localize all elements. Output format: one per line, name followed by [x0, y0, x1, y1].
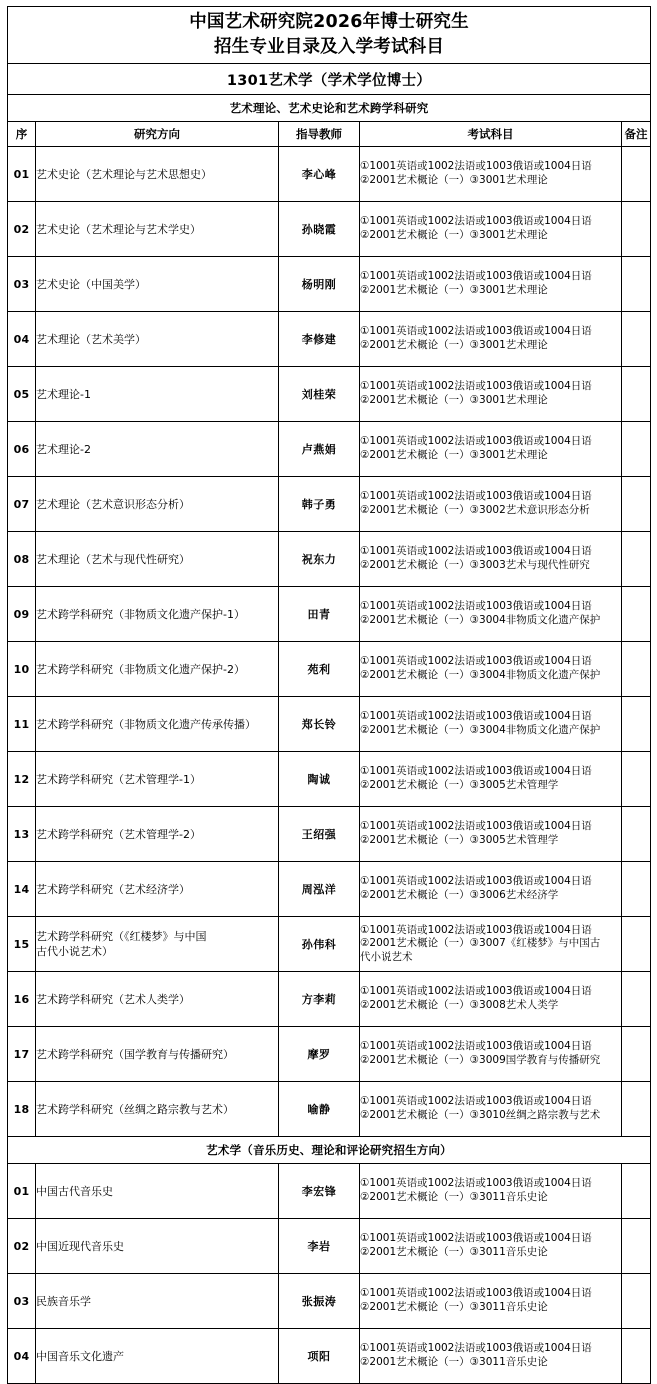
research-direction-line: 艺术史论（中国美学） [36, 277, 146, 291]
research-direction-line: 中国古代音乐史 [36, 1184, 113, 1198]
research-direction-line: 艺术史论（艺术理论与艺术思想史） [36, 167, 212, 181]
remarks-cell [622, 422, 651, 477]
research-direction-cell [36, 972, 279, 1027]
exam-subjects-cell [360, 1027, 622, 1082]
exam-subjects-line: ②2001艺术概论（一）③3005艺术管理学 [360, 834, 559, 846]
supervisor-name: 张振涛 [279, 1274, 360, 1329]
supervisor-name: 李岩 [279, 1219, 360, 1274]
exam-subjects-line: ①1001英语或1002法语或1003俄语或1004日语 [360, 1177, 592, 1190]
remarks-cell [622, 1027, 651, 1082]
row-sequence-number: 03 [8, 1274, 36, 1329]
exam-subjects-line: ①1001英语或1002法语或1003俄语或1004日语 [360, 1342, 592, 1355]
table-row [8, 1164, 651, 1219]
research-direction-line: 民族音乐学 [36, 1294, 91, 1308]
research-direction-line: 古代小说艺术） [36, 945, 113, 958]
exam-subjects-line: ②2001艺术概论（一）③3003艺术与现代性研究 [360, 559, 590, 571]
document-title-line-1: 中国艺术研究院2026年博士研究生 [189, 12, 469, 32]
exam-subjects-cell [360, 972, 622, 1027]
supervisor-name: 方李莉 [279, 972, 360, 1027]
supervisor-name: 项阳 [279, 1329, 360, 1384]
supervisor-name: 杨明刚 [279, 257, 360, 312]
exam-subjects-cell [360, 862, 622, 917]
exam-subjects-line: ②2001艺术概论（一）③3010丝绸之路宗教与艺术 [360, 1109, 601, 1121]
row-sequence-number: 02 [8, 1219, 36, 1274]
exam-subjects-line: ②2001艺术概论（一）③3001艺术理论 [360, 339, 548, 351]
table-row [8, 367, 651, 422]
exam-subjects-line: ②2001艺术概论（一）③3004非物质文化遗产保护 [360, 724, 601, 736]
major-band-row [8, 64, 651, 95]
row-sequence-number: 01 [8, 1164, 36, 1219]
supervisor-name: 卢燕娟 [279, 422, 360, 477]
document-page [0, 6, 657, 1368]
table-row [8, 972, 651, 1027]
research-direction-line: 艺术跨学科研究（艺术管理学-2） [36, 827, 201, 841]
title-row [8, 7, 651, 64]
exam-subjects-line: ②2001艺术概论（一）③3007《红楼梦》与中国古 [360, 937, 601, 950]
exam-subjects-cell [360, 1219, 622, 1274]
remarks-cell [622, 257, 651, 312]
table-row [8, 642, 651, 697]
exam-subjects-line: ②2001艺术概论（一）③3011音乐史论 [360, 1356, 548, 1368]
exam-subjects-line: ①1001英语或1002法语或1003俄语或1004日语 [360, 1040, 592, 1053]
remarks-cell [622, 642, 651, 697]
table-body [8, 7, 651, 95]
sections-host [8, 95, 651, 1384]
research-direction-cell [36, 1329, 279, 1384]
exam-subjects-line: ②2001艺术概论（一）③3011音乐史论 [360, 1191, 548, 1203]
row-sequence-number: 10 [8, 642, 36, 697]
research-direction-cell [36, 1082, 279, 1137]
exam-subjects-cell [360, 1274, 622, 1329]
document-title-line-2: 招生专业目录及入学考试科目 [213, 37, 445, 57]
exam-subjects-line: ①1001英语或1002法语或1003俄语或1004日语 [360, 490, 592, 503]
exam-subjects-line: ①1001英语或1002法语或1003俄语或1004日语 [360, 710, 592, 723]
research-direction-cell [36, 697, 279, 752]
exam-subjects-line: ②2001艺术概论（一）③3001艺术理论 [360, 284, 548, 296]
exam-subjects-cell [360, 532, 622, 587]
remarks-cell [622, 1082, 651, 1137]
row-sequence-number: 14 [8, 862, 36, 917]
exam-subjects-line: ②2001艺术概论（一）③3011音乐史论 [360, 1246, 548, 1258]
table-row [8, 752, 651, 807]
research-direction-line: 艺术跨学科研究（非物质文化遗产传承传播） [36, 717, 256, 731]
exam-subjects-line: ①1001英语或1002法语或1003俄语或1004日语 [360, 1232, 592, 1245]
column-header-teacher: 指导教师 [279, 122, 360, 147]
research-direction-line: 艺术理论（艺术意识形态分析） [36, 497, 190, 511]
remarks-cell [622, 532, 651, 587]
row-sequence-number: 11 [8, 697, 36, 752]
exam-subjects-line: ②2001艺术概论（一）③3005艺术管理学 [360, 779, 559, 791]
exam-subjects-line: ①1001英语或1002法语或1003俄语或1004日语 [360, 160, 592, 173]
research-direction-cell [36, 202, 279, 257]
exam-subjects-line: ①1001英语或1002法语或1003俄语或1004日语 [360, 380, 592, 393]
table-row [8, 587, 651, 642]
supervisor-name: 摩罗 [279, 1027, 360, 1082]
exam-subjects-line: ①1001英语或1002法语或1003俄语或1004日语 [360, 270, 592, 283]
exam-subjects-cell [360, 1082, 622, 1137]
remarks-cell [622, 1329, 651, 1384]
remarks-cell [622, 587, 651, 642]
exam-subjects-line: ①1001英语或1002法语或1003俄语或1004日语 [360, 435, 592, 448]
document-title [8, 7, 651, 64]
row-sequence-number: 15 [8, 917, 36, 972]
exam-subjects-line: ②2001艺术概论（一）③3002艺术意识形态分析 [360, 504, 590, 516]
row-sequence-number: 17 [8, 1027, 36, 1082]
exam-subjects-cell [360, 697, 622, 752]
table-row [8, 1027, 651, 1082]
remarks-cell [622, 807, 651, 862]
table-row [8, 257, 651, 312]
table-row [8, 1219, 651, 1274]
research-direction-cell [36, 312, 279, 367]
remarks-cell [622, 367, 651, 422]
research-direction-cell [36, 862, 279, 917]
row-sequence-number: 18 [8, 1082, 36, 1137]
table-row [8, 422, 651, 477]
exam-subjects-cell [360, 1164, 622, 1219]
exam-subjects-line: ①1001英语或1002法语或1003俄语或1004日语 [360, 325, 592, 338]
remarks-cell [622, 972, 651, 1027]
exam-subjects-line: ②2001艺术概论（一）③3001艺术理论 [360, 174, 548, 186]
exam-subjects-line: ①1001英语或1002法语或1003俄语或1004日语 [360, 765, 592, 778]
exam-subjects-line: ②2001艺术概论（一）③3001艺术理论 [360, 449, 548, 461]
table-row [8, 862, 651, 917]
column-header-seq: 序 [8, 122, 36, 147]
column-header-direction: 研究方向 [36, 122, 279, 147]
research-direction-line: 艺术理论（艺术美学） [36, 332, 146, 346]
research-direction-cell [36, 1164, 279, 1219]
remarks-cell [622, 312, 651, 367]
supervisor-name: 韩子勇 [279, 477, 360, 532]
exam-subjects-cell [360, 752, 622, 807]
supervisor-name: 李宏锋 [279, 1164, 360, 1219]
exam-subjects-line: 代小说艺术 [360, 950, 413, 963]
exam-subjects-cell [360, 367, 622, 422]
remarks-cell [622, 1164, 651, 1219]
supervisor-name: 田青 [279, 587, 360, 642]
exam-subjects-cell [360, 202, 622, 257]
remarks-cell [622, 752, 651, 807]
table-row [8, 807, 651, 862]
research-direction-cell [36, 257, 279, 312]
remarks-cell [622, 477, 651, 532]
column-header-subjects: 考试科目 [360, 122, 622, 147]
research-direction-cell [36, 1274, 279, 1329]
research-direction-line: 艺术理论-1 [36, 387, 91, 401]
remarks-cell [622, 202, 651, 257]
research-direction-line: 艺术跨学科研究（国学教育与传播研究） [36, 1047, 234, 1061]
exam-subjects-line: ①1001英语或1002法语或1003俄语或1004日语 [360, 545, 592, 558]
table-row [8, 147, 651, 202]
row-sequence-number: 04 [8, 1329, 36, 1384]
research-direction-cell [36, 642, 279, 697]
research-direction-cell [36, 807, 279, 862]
exam-subjects-line: ①1001英语或1002法语或1003俄语或1004日语 [360, 655, 592, 668]
exam-subjects-line: ①1001英语或1002法语或1003俄语或1004日语 [360, 875, 592, 888]
exam-subjects-line: ①1001英语或1002法语或1003俄语或1004日语 [360, 215, 592, 228]
research-direction-line: 艺术史论（艺术理论与艺术学史） [36, 222, 201, 236]
table-row [8, 202, 651, 257]
major-program-heading: 1301艺术学（学术学位博士） [8, 64, 651, 95]
exam-subjects-line: ①1001英语或1002法语或1003俄语或1004日语 [360, 985, 592, 998]
row-sequence-number: 02 [8, 202, 36, 257]
exam-subjects-cell [360, 642, 622, 697]
section-heading: 艺术学（音乐历史、理论和评论研究招生方向） [8, 1137, 651, 1164]
research-direction-line: 艺术跨学科研究（丝绸之路宗教与艺术） [36, 1102, 234, 1116]
exam-subjects-line: ①1001英语或1002法语或1003俄语或1004日语 [360, 1287, 592, 1300]
exam-subjects-line: ①1001英语或1002法语或1003俄语或1004日语 [360, 923, 592, 936]
row-sequence-number: 01 [8, 147, 36, 202]
research-direction-cell [36, 532, 279, 587]
remarks-cell [622, 917, 651, 972]
supervisor-name: 陶诚 [279, 752, 360, 807]
supervisor-name: 苑利 [279, 642, 360, 697]
row-sequence-number: 07 [8, 477, 36, 532]
research-direction-line: 中国音乐文化遗产 [36, 1349, 124, 1363]
supervisor-name: 孙伟科 [279, 917, 360, 972]
supervisor-name: 祝东力 [279, 532, 360, 587]
supervisor-name: 刘桂荣 [279, 367, 360, 422]
section-heading-row [8, 95, 651, 122]
supervisor-name: 李心峰 [279, 147, 360, 202]
exam-subjects-cell [360, 147, 622, 202]
research-direction-line: 艺术跨学科研究（《红楼梦》与中国 [36, 930, 207, 943]
exam-subjects-line: ①1001英语或1002法语或1003俄语或1004日语 [360, 820, 592, 833]
research-direction-cell [36, 917, 279, 972]
research-direction-line: 艺术理论-2 [36, 442, 91, 456]
column-header-remarks: 备注 [622, 122, 651, 147]
supervisor-name: 王绍强 [279, 807, 360, 862]
exam-subjects-line: ②2001艺术概论（一）③3009国学教育与传播研究 [360, 1054, 601, 1066]
table-row [8, 1274, 651, 1329]
remarks-cell [622, 862, 651, 917]
exam-subjects-line: ①1001英语或1002法语或1003俄语或1004日语 [360, 1095, 592, 1108]
table-row [8, 532, 651, 587]
row-sequence-number: 04 [8, 312, 36, 367]
research-direction-cell [36, 1027, 279, 1082]
exam-subjects-cell [360, 587, 622, 642]
row-sequence-number: 03 [8, 257, 36, 312]
research-direction-line: 中国近现代音乐史 [36, 1239, 124, 1253]
remarks-cell [622, 147, 651, 202]
exam-subjects-cell [360, 917, 622, 972]
section-heading: 艺术理论、艺术史论和艺术跨学科研究 [8, 95, 651, 122]
table-row [8, 477, 651, 532]
exam-subjects-line: ②2001艺术概论（一）③3004非物质文化遗产保护 [360, 614, 601, 626]
row-sequence-number: 09 [8, 587, 36, 642]
research-direction-line: 艺术跨学科研究（艺术经济学） [36, 882, 190, 896]
exam-subjects-cell [360, 312, 622, 367]
supervisor-name: 喻静 [279, 1082, 360, 1137]
exam-subjects-line: ②2001艺术概论（一）③3001艺术理论 [360, 229, 548, 241]
exam-subjects-cell [360, 257, 622, 312]
row-sequence-number: 16 [8, 972, 36, 1027]
supervisor-name: 周泓洋 [279, 862, 360, 917]
supervisor-name: 郑长铃 [279, 697, 360, 752]
remarks-cell [622, 1274, 651, 1329]
row-sequence-number: 13 [8, 807, 36, 862]
section-heading-row [8, 1137, 651, 1164]
research-direction-line: 艺术跨学科研究（非物质文化遗产保护-1） [36, 607, 245, 621]
table-row [8, 312, 651, 367]
research-direction-line: 艺术跨学科研究（艺术管理学-1） [36, 772, 201, 786]
research-direction-cell [36, 1219, 279, 1274]
exam-subjects-line: ②2001艺术概论（一）③3006艺术经济学 [360, 889, 559, 901]
research-direction-cell [36, 477, 279, 532]
research-direction-line: 艺术跨学科研究（非物质文化遗产保护-2） [36, 662, 245, 676]
remarks-cell [622, 1219, 651, 1274]
row-sequence-number: 06 [8, 422, 36, 477]
research-direction-line: 艺术跨学科研究（艺术人类学） [36, 992, 190, 1006]
exam-subjects-line: ①1001英语或1002法语或1003俄语或1004日语 [360, 600, 592, 613]
column-header-row [8, 122, 651, 147]
row-sequence-number: 12 [8, 752, 36, 807]
table-row [8, 1329, 651, 1384]
research-direction-cell [36, 422, 279, 477]
table-row [8, 697, 651, 752]
exam-subjects-line: ②2001艺术概论（一）③3001艺术理论 [360, 394, 548, 406]
table-row [8, 917, 651, 972]
supervisor-name: 李修建 [279, 312, 360, 367]
admissions-catalog-table [7, 6, 651, 1384]
research-direction-cell [36, 147, 279, 202]
research-direction-line: 艺术理论（艺术与现代性研究） [36, 552, 190, 566]
table-row [8, 1082, 651, 1137]
exam-subjects-line: ②2001艺术概论（一）③3008艺术人类学 [360, 999, 559, 1011]
exam-subjects-cell [360, 422, 622, 477]
research-direction-cell [36, 367, 279, 422]
remarks-cell [622, 697, 651, 752]
research-direction-cell [36, 587, 279, 642]
supervisor-name: 孙晓霞 [279, 202, 360, 257]
exam-subjects-line: ②2001艺术概论（一）③3004非物质文化遗产保护 [360, 669, 601, 681]
exam-subjects-cell [360, 807, 622, 862]
research-direction-cell [36, 752, 279, 807]
exam-subjects-line: ②2001艺术概论（一）③3011音乐史论 [360, 1301, 548, 1313]
exam-subjects-cell [360, 477, 622, 532]
row-sequence-number: 05 [8, 367, 36, 422]
exam-subjects-cell [360, 1329, 622, 1384]
row-sequence-number: 08 [8, 532, 36, 587]
